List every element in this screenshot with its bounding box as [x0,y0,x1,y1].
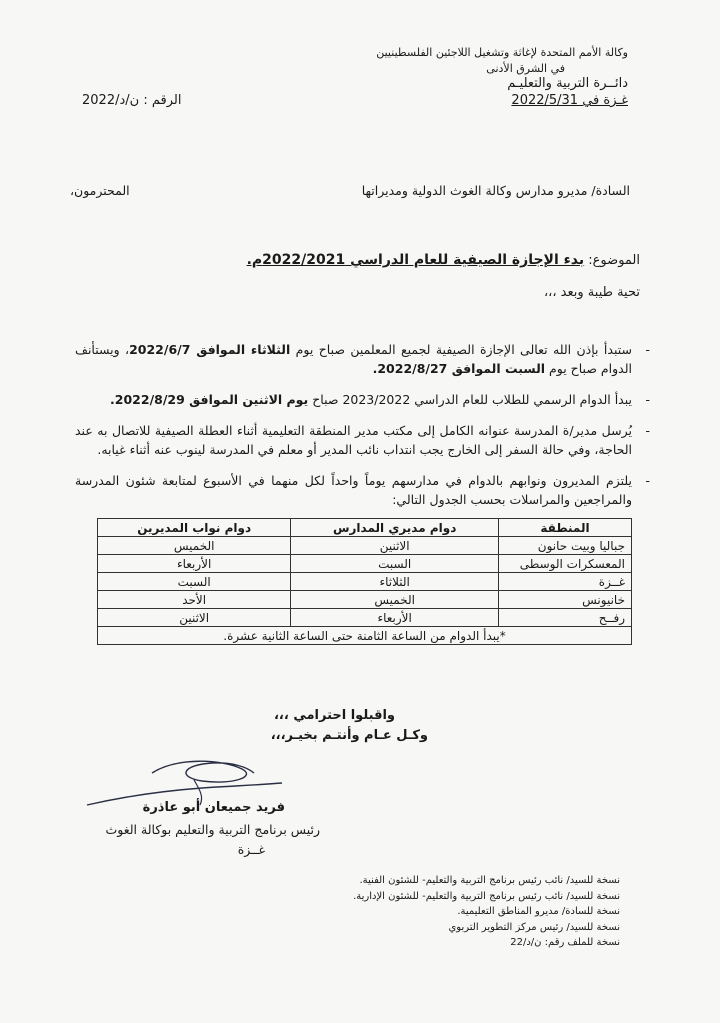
table-row [98,555,632,573]
subject-text: بدء الإجازة الصيفية للعام الدراسي 2022/2021م. [246,252,585,268]
table-cell: خانيونس [499,591,632,609]
table-cell: السبت [98,573,291,591]
bullet-item: - يبدأ الدوام الرسمي للطلاب للعام الدراسي 2023/2022 صباح يوم الاثنين الموافق 2022/8/29. [110,392,650,407]
bullet-list [75,340,650,521]
column-header: المنطقة [499,519,632,537]
table-cell: الأربعاء [98,555,291,573]
copy-line: نسخة للسيد/ نائب رئيس برنامج التربية والتعليم- للشئون الفنية. [359,875,620,886]
addressee-to: السادة/ مديرو مدارس وكالة الغوث الدولية ومديراتها [361,183,630,198]
schedule-table [97,518,632,645]
table-cell: الخميس [291,591,499,609]
copy-line: نسخة للملف رقم: ن/د/22 [510,937,620,948]
table-cell: الأحد [98,591,291,609]
table-cell: الاثنين [98,609,291,627]
bullet-item: - ستبدأ بإذن الله تعالى الإجازة الصيفية لجميع المعلمين صباح يوم الثلاثاء الموافق 2022/6/7، ويستأنف الدوام صباح يوم السبت الموافق 2022/8/27. [75,342,650,376]
bullet-item: - يُرسل مدير/ة المدرسة عنوانه الكامل إلى مكتب مدير المنطقة التعليمية أثناء العطلة الصيفية للاتصال به عند الحاجة، وفي حالة السفر إلى الخارج يجب انتداب نائب المدير أو معلم في المدرسة لينوب عنه أثناء غيابه. [75,423,650,457]
table-cell: الأربعاء [291,609,499,627]
table-cell: غــزة [499,573,632,591]
letter-date: غـزة في 2022/5/31 [511,93,628,108]
signatory-name: فريد جميعان أبو عاذرة [142,800,285,815]
subject-line [247,252,640,268]
addressee-honorific: المحترمون، [70,183,130,198]
table-header-row [98,519,632,537]
copy-line: نسخة للسادة/ مديرو المناطق التعليمية. [457,906,620,917]
table-row [98,609,632,627]
table-cell: السبت [291,555,499,573]
table-cell: الاثنين [291,537,499,555]
table-note: *يبدأ الدوام من الساعة الثامنة حتى الساعة الثانية عشرة. [98,627,632,645]
table-cell: الخميس [98,537,291,555]
table-cell: جباليا وبيت حانون [499,537,632,555]
copies-list [353,873,620,951]
reference-number: الرقم : ن/د/2022 [82,93,182,108]
org-name-line2: في الشرق الأدنى [486,62,565,75]
addressee-line [70,183,630,198]
subject-label: الموضوع: [588,253,640,268]
closing-line1: واقبلوا احترامي ،،، [273,708,395,723]
bullet-item: - يلتزم المديرون ونوابهم بالدوام في مدارسهم يوماً واحداً لكل منهما في الأسبوع لمتابعة شئون المدرسة والمراجعين والمراسلات بحسب الجدول التالي: [75,473,650,507]
table-cell: الثلاثاء [291,573,499,591]
column-header: دوام نواب المديرين [98,519,291,537]
table-row [98,537,632,555]
signatory-title: رئيس برنامج التربية والتعليم بوكالة الغوث [105,822,320,837]
table-row [98,573,632,591]
column-header: دوام مديري المدارس [291,519,499,537]
department-name: دائــرة التربية والتعليـم [507,76,628,91]
closing-line2: وكـل عـام وأنتـم بخيـر،،، [270,728,428,743]
table-cell: رفــح [499,609,632,627]
copy-line: نسخة للسيد/ نائب رئيس برنامج التربية والتعليم- للشئون الإدارية. [353,890,620,902]
table-row [98,591,632,609]
copy-line: نسخة للسيد/ رئيس مركز التطوير التربوي [448,921,620,933]
greeting: تحية طيبة وبعد ،،، [543,285,640,300]
table-note-row [98,627,632,645]
signatory-city: غــزة [237,842,265,857]
table-cell: المعسكرات الوسطى [499,555,632,573]
org-name-line1: وكالة الأمم المتحدة لإغاثة وتشغيل اللاجئين الفلسطينيين [376,46,628,59]
